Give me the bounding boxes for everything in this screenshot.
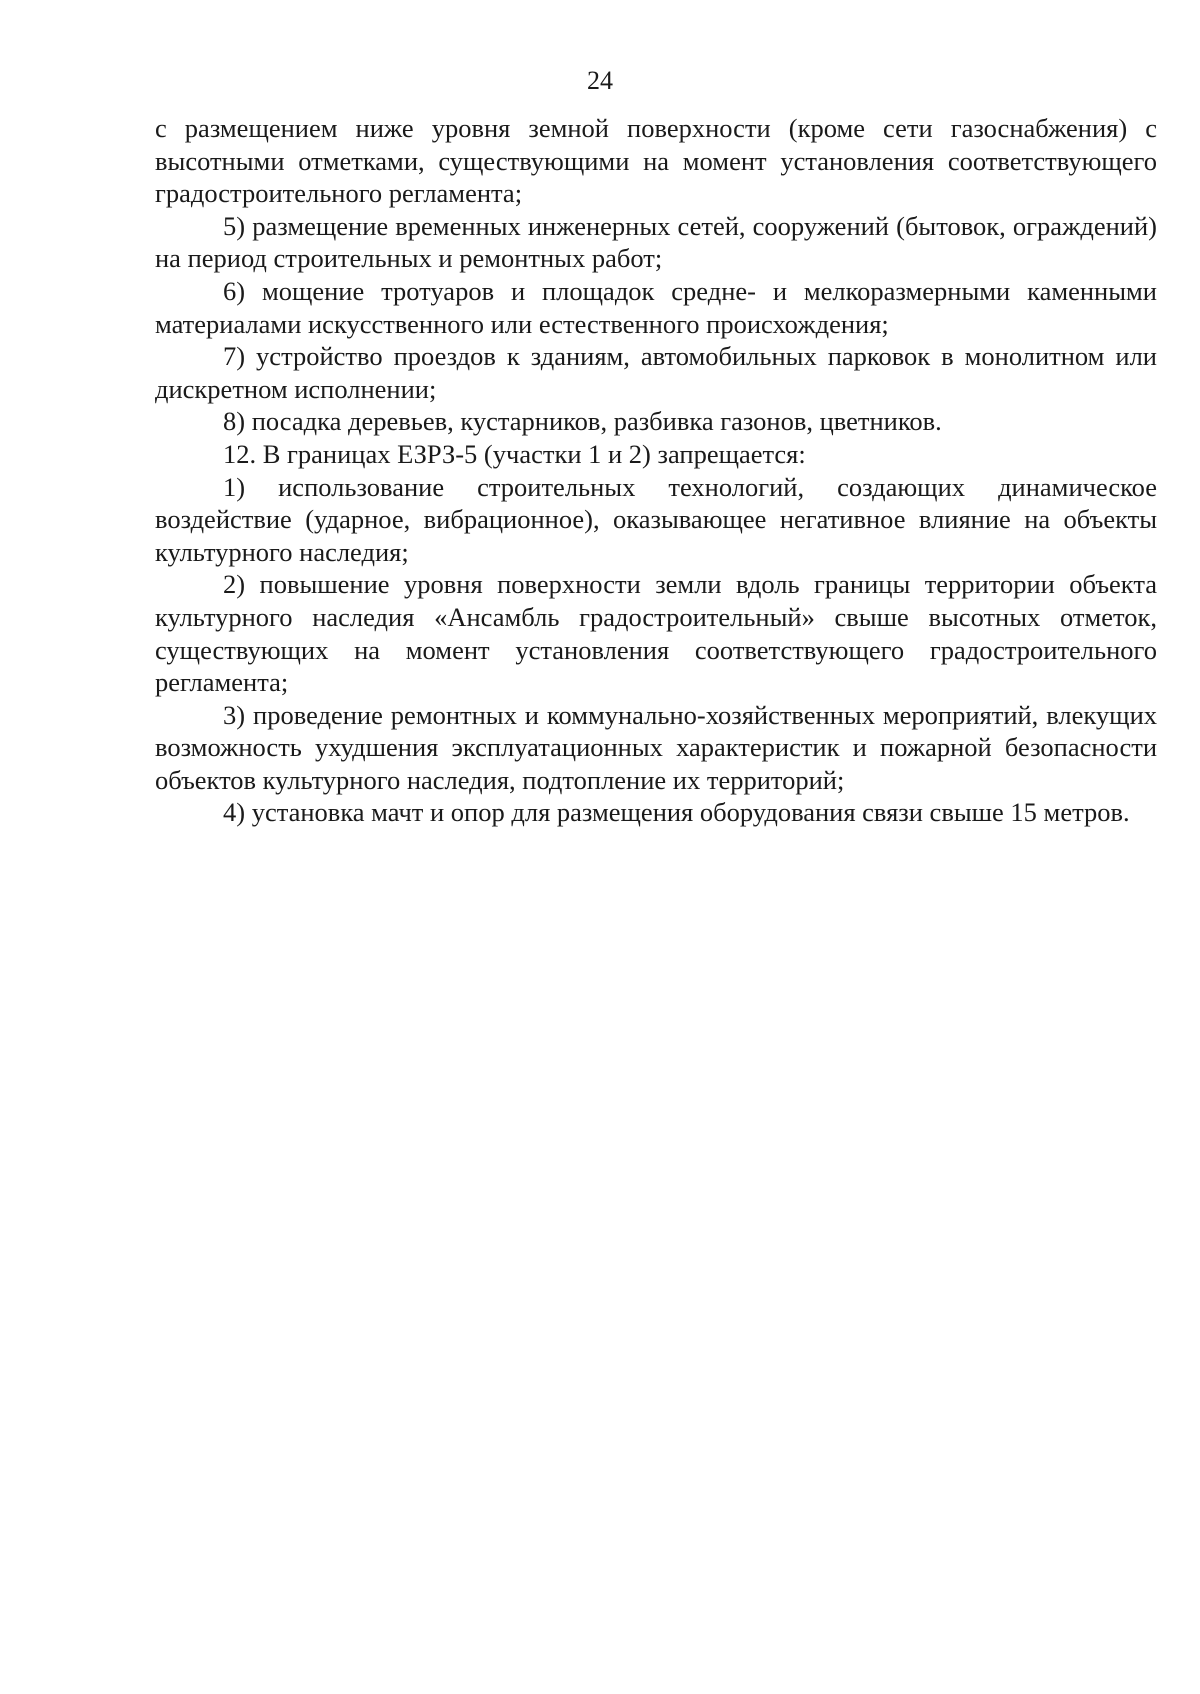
- paragraph-prohibition-3: 3) проведение ремонтных и коммунально-хозяйственных мероприятий, влекущих возможность ухудшения эксплуатационных характеристик и пожарной безопасности объектов культурного наследия, подтопление их территорий;: [155, 699, 1157, 795]
- paragraph-prohibition-4: 4) установка мачт и опор для размещения оборудования связи свыше 15 метров.: [223, 797, 1130, 828]
- paragraph-prohibition-1: 1) использование строительных технологий, создающих динамическое воздействие (ударное, вибрационное), оказывающее негативное влияние на объекты культурного наследия;: [155, 471, 1157, 567]
- paragraph-prohibition-2: 2) повышение уровня поверхности земли вдоль границы территории объекта культурного наследия «Ансамбль градостроительный» свыше высотных отметок, существующих на момент установления соответствующего градостроительного регламента;: [155, 569, 1157, 698]
- paragraph-item-5: 5) размещение временных инженерных сетей, сооружений (бытовок, ограждений) на период строительных и ремонтных работ;: [155, 210, 1157, 274]
- paragraph-item-8: 8) посадка деревьев, кустарников, разбивка газонов, цветников.: [223, 406, 942, 437]
- paragraph-section-12: 12. В границах ЕЗРЗ-5 (участки 1 и 2) запрещается:: [223, 438, 806, 469]
- page-number: 24: [587, 66, 613, 95]
- document-body: [155, 112, 1157, 829]
- paragraph-continuation: с размещением ниже уровня земной поверхности (кроме сети газоснабжения) с высотными отметками, существующими на момент установления соответствующего градостроительного регламента;: [155, 113, 1157, 209]
- paragraph-item-6: 6) мощение тротуаров и площадок средне- и мелкоразмерными каменными материалами искусственного или естественного происхождения;: [155, 275, 1157, 339]
- paragraph-item-7: 7) устройство проездов к зданиям, автомобильных парковок в монолитном или дискретном исполнении;: [155, 341, 1157, 404]
